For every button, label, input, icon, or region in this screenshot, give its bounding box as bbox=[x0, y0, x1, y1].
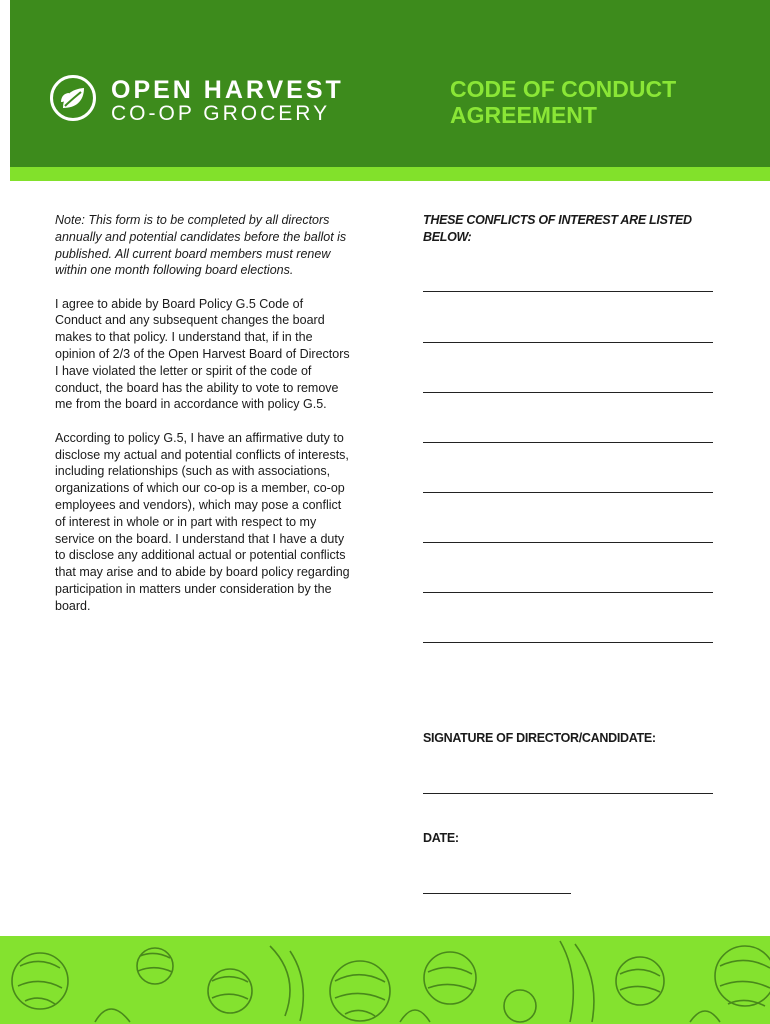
header-accent-strip bbox=[10, 167, 770, 181]
left-column bbox=[55, 212, 350, 631]
conflict-line-2[interactable] bbox=[423, 342, 713, 344]
brand-name-line2: CO-OP GROCERY bbox=[111, 102, 331, 125]
date-line[interactable] bbox=[423, 893, 571, 895]
date-label: DATE: bbox=[423, 831, 459, 845]
title-line2: AGREEMENT bbox=[450, 102, 597, 128]
form-note: Note: This form is to be completed by all directors annually and potential candidates before the ballot is published. All current board members must renew within one month following board elections. bbox=[55, 213, 347, 278]
conflict-line-4[interactable] bbox=[423, 442, 713, 444]
conflict-line-7[interactable] bbox=[423, 592, 713, 594]
leaf-icon bbox=[50, 75, 96, 121]
signature-label: SIGNATURE OF DIRECTOR/CANDIDATE: bbox=[423, 731, 656, 745]
conflict-line-3[interactable] bbox=[423, 392, 713, 394]
right-column bbox=[423, 212, 718, 246]
title-line1: CODE OF CONDUCT bbox=[450, 76, 677, 102]
conflict-line-6[interactable] bbox=[423, 542, 713, 544]
agreement-paragraph: I agree to abide by Board Policy G.5 Code of Conduct and any subsequent changes the board makes to that policy. I understand that, if in the opinion of 2/3 of the Open Harvest Board of Directors I have violated the letter or spirit of the code of conduct, the board has the ability to vote to remove me from the board in accordance with policy G.5. bbox=[55, 296, 350, 412]
conflict-line-8[interactable] bbox=[423, 642, 713, 644]
disclosure-paragraph: According to policy G.5, I have an affirmative duty to disclose my actual and potential conflicts of interests, including relationships (such as with associations, organizations of which our co-op is a member, co-op employees and vendors), which may pose a conflict of interest in whole or in part with respect to my service on the board. I understand that I have a duty to disclose any additional actual or potential conflicts that may arise and to abide by board policy regarding participation in matters under consideration by the board. bbox=[55, 430, 350, 613]
document-title bbox=[450, 76, 750, 128]
conflicts-label: THESE CONFLICTS OF INTEREST ARE LISTED BELOW: bbox=[423, 213, 692, 244]
signature-line[interactable] bbox=[423, 793, 713, 795]
vegetable-illustration-footer bbox=[0, 936, 770, 1024]
conflict-line-1[interactable] bbox=[423, 291, 713, 293]
brand-name-line1: OPEN HARVEST bbox=[111, 76, 344, 104]
conflict-line-5[interactable] bbox=[423, 492, 713, 494]
